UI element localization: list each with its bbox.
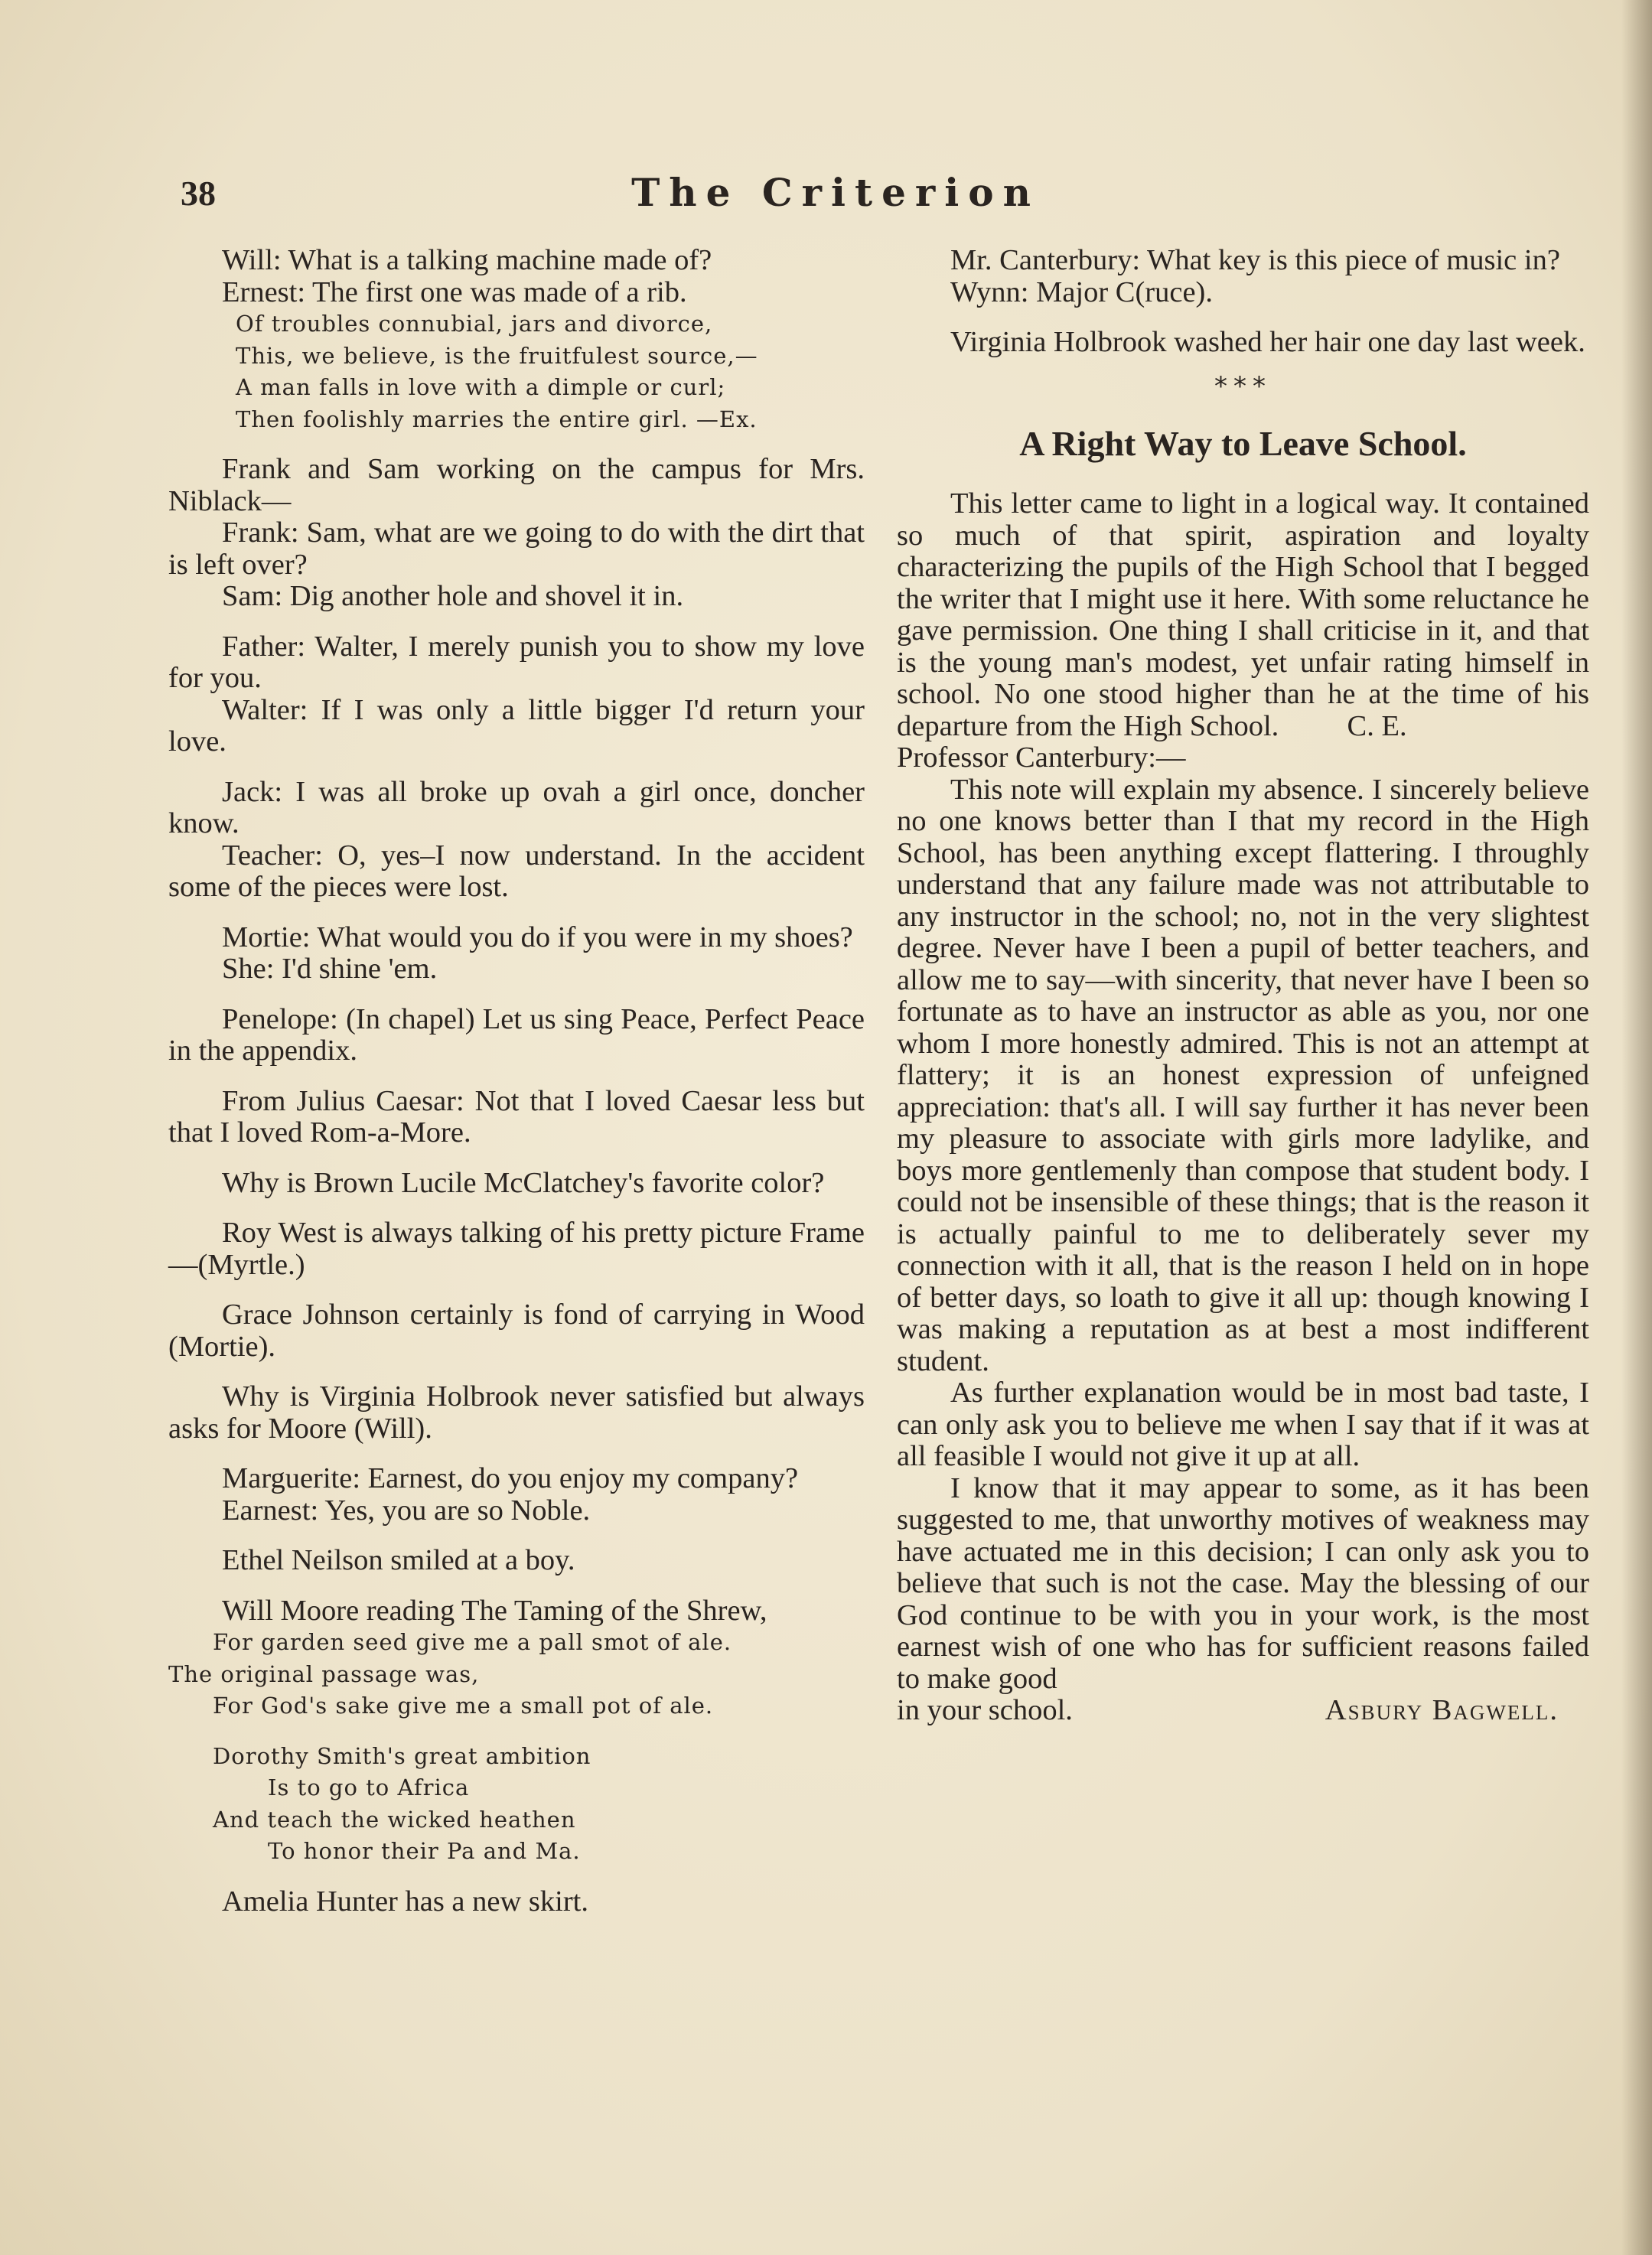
left-column-paragraph: Roy West is always talking of his pretty picture Frame—(Myrtle.) <box>168 1217 865 1281</box>
article-intro-signature: C. E. <box>1347 709 1407 742</box>
section-separator: *** <box>1214 370 1272 402</box>
verse-line: A man falls in love with a dimple or curl; <box>236 374 726 400</box>
left-column-paragraph: Ethel Neilson smiled at a boy. <box>222 1544 575 1576</box>
page-edge-shadow <box>1621 0 1652 2255</box>
left-column-paragraph: From Julius Caesar: Not that I loved Caesar less but that I loved Rom-a-More. <box>168 1084 865 1149</box>
verse-line: Of troubles connubial, jars and divorce, <box>236 311 713 337</box>
article-signature: Asbury Bagwell. <box>1325 1694 1559 1726</box>
left-column-paragraph: Father: Walter, I merely punish you to show my love for you. <box>168 630 865 694</box>
article-paragraph: This note will explain my absence. I sincerely believe no one knows better than I that my record in the High School, has been anything except flattering. I throughly understand that any failure made was not attributable to any instructor in the school; no, not in the very slightest degree. Never have I been a pupil of better teachers, and allow me to say—with sincerity, that never have I been so fortunate as to have an instructor as able as you, nor one whom I more honestly admired. This is not an attempt at flattery; it is an honest expression of unfeigned appreciation: that's all. I will say further it has never been my pleasure to associate with girls more ladylike, and boys more gentlemenly than compose that student body. I could not be insensible of these things; that is the reason it is actually painful to me to deliberately sever my connection with it all, that is the reason I held on in hope of better days, so loath to give it all up: though knowing I was making a reputation as at best a most indifferent student. <box>897 773 1589 1377</box>
article-closing-line: in your school. <box>897 1694 1073 1726</box>
left-column-paragraph: Mortie: What would you do if you were in my shoes? <box>222 921 853 953</box>
left-column-paragraph: Walter: If I was only a little bigger I'd return your love. <box>168 693 865 758</box>
verse-line: The original passage was, <box>168 1660 480 1687</box>
joke-wynn: Wynn: Major C(ruce). <box>950 275 1214 308</box>
left-column-paragraph: Frank and Sam working on the campus for Mrs. Niblack— <box>168 453 865 517</box>
running-title: The Criterion <box>631 170 1040 215</box>
left-column-paragraph: Frank: Sam, what are we going to do with the dirt that is left over? <box>168 516 865 581</box>
left-column-paragraph: She: I'd shine 'em. <box>222 953 438 985</box>
left-column-paragraph: Marguerite: Earnest, do you enjoy my company? <box>222 1462 799 1494</box>
page-header <box>178 170 1494 223</box>
article-intro <box>897 488 1589 742</box>
left-column-paragraph: Teacher: O, yes–I now understand. In the accident some of the pieces were lost. <box>168 839 865 903</box>
verse-line: And teach the wicked heathen <box>213 1806 576 1833</box>
left-column-paragraph: Amelia Hunter has a new skirt. <box>222 1885 588 1918</box>
verse-line: To honor their Pa and Ma. <box>268 1838 581 1864</box>
joke-holbrook: Virginia Holbrook washed her hair one day last week. <box>950 326 1585 358</box>
article-intro-text: This letter came to light in a logical way. It contained so much of that spirit, aspiration and loyalty characterizing the pupils of the High School that I begged the writer that I might use it here. With some reluctance he gave permission. One thing I shall criticise in it, and that is the young man's modest, yet unfair rating himself in school. No one stood higher than he at the time of his departure from the High School. <box>897 487 1589 742</box>
left-column-paragraph: Why is Brown Lucile McClatchey's favorite color? <box>222 1166 825 1199</box>
verse-line: For garden seed give me a pall smot of ale. <box>213 1629 732 1655</box>
article-title: A Right Way to Leave School. <box>1019 424 1467 463</box>
left-column-paragraph: Will: What is a talking machine made of? <box>222 244 712 276</box>
verse-line: This, we believe, is the fruitfulest source,— <box>236 342 758 369</box>
article-closing <box>897 1695 1589 1727</box>
left-column-paragraph: Grace Johnson certainly is fond of carrying in Wood (Mortie). <box>168 1299 865 1363</box>
left-column-paragraph: Will Moore reading The Taming of the Shrew, <box>222 1594 767 1627</box>
right-column <box>897 245 1589 1727</box>
left-column-paragraph: Why is Virginia Holbrook never satisfied but always asks for Moore (Will). <box>168 1380 865 1445</box>
left-column <box>168 245 865 1918</box>
left-column-paragraph: Sam: Dig another hole and shovel it in. <box>222 580 684 612</box>
left-column-paragraph: Penelope: (In chapel) Let us sing Peace, Perfect Peace in the appendix. <box>168 1002 865 1067</box>
left-column-paragraph: Ernest: The first one was made of a rib. <box>222 275 687 308</box>
article-salutation: Professor Canterbury:— <box>897 741 1186 774</box>
left-column-paragraph: Earnest: Yes, you are so Noble. <box>222 1494 591 1527</box>
article-paragraph: I know that it may appear to some, as it has been suggested to me, that unworthy motives of weakness may have actuated me in this decision; I can only ask you to believe that such is not the case. May the blessing of our God continue to be with you in your work, is the most earnest wish of one who has for sufficient reasons failed to make good <box>897 1471 1589 1695</box>
verse-line: For God's sake give me a small pot of ale. <box>213 1693 714 1719</box>
verse-line: Dorothy Smith's great ambition <box>213 1742 591 1769</box>
article-paragraph: As further explanation would be in most bad taste, I can only ask you to believe me when I say that if it was at all feasible I would not give it up at all. <box>897 1377 1589 1472</box>
page-number: 38 <box>181 174 216 213</box>
verse-line: Then foolishly marries the entire girl. —Ex. <box>236 406 758 432</box>
left-column-paragraph: Jack: I was all broke up ovah a girl once, doncher know. <box>168 775 865 839</box>
verse-line: Is to go to Africa <box>268 1774 470 1800</box>
joke-canterbury: Mr. Canterbury: What key is this piece of music in? <box>950 244 1560 276</box>
